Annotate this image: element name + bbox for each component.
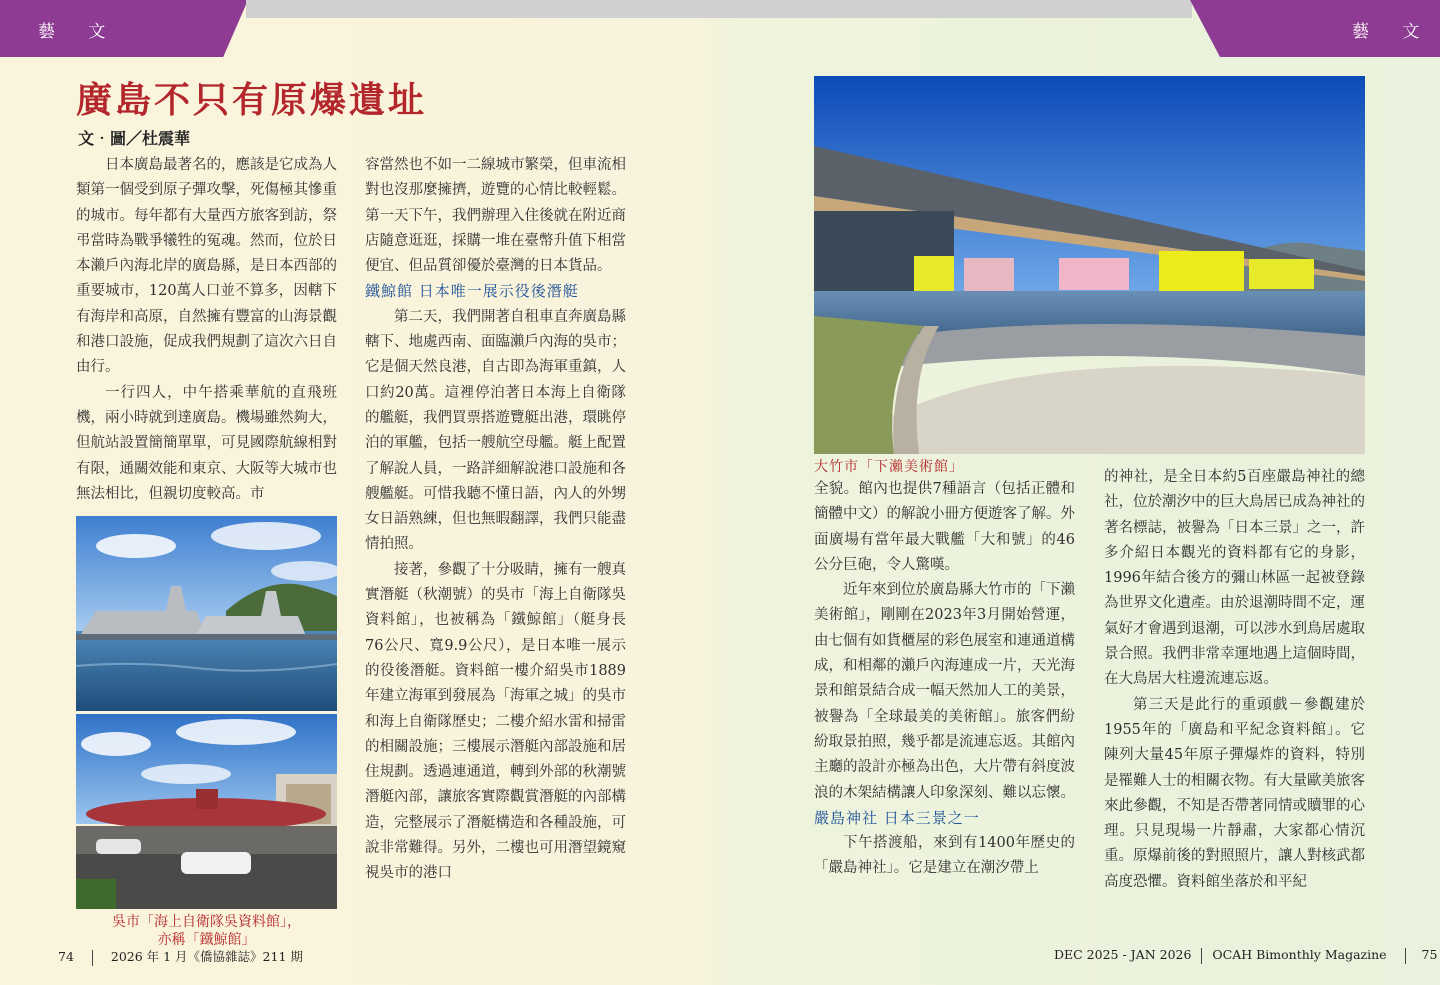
column-2 [365, 153, 626, 887]
section-subheading-whale-museum: 鐵鯨館 日本唯一展示役後潛艇 [365, 282, 579, 301]
section-label-left: 藝 文 [38, 22, 120, 42]
footer-issue: 2026 年 1 月《僑協雜誌》211 期 [110, 949, 303, 964]
footer-left [58, 947, 303, 966]
column-3 [814, 477, 1075, 882]
submarine-museum-photo [76, 714, 337, 909]
paragraph: 第三天是此行的重頭戲－參觀建於1955年的「廣島和平紀念資料館」。它陳列大量45年原子彈爆炸的資料，特別是罹難人士的相關衣物。有大量歐美旅客來此參觀，不知是否帶著同情或贖罪的心理。只見現場一片靜肅，大家都心情沉重。原爆前後的對照照片，讓人對核武都高度恐懼。資料館坐落於和平紀 [1104, 696, 1365, 890]
page-number-right: 75 [1421, 947, 1438, 962]
footer-divider [1201, 948, 1202, 964]
caption-line: 亦稱「鐵鯨館」 [157, 932, 256, 948]
left-photo-caption [76, 913, 337, 949]
paragraph: 全貌。館內也提供7種語言（包括正體和簡體中文）的解說小冊方便遊客了解。外面廣場有當年最大戰艦「大和號」的46公分巨砲，令人驚嘆。 [814, 481, 1075, 573]
right-photo-caption: 大竹市「下瀨美術館」 [814, 459, 964, 475]
caption-line: 吳市「海上自衛隊吳資料館」， [112, 914, 301, 930]
column-1 [76, 153, 337, 507]
art-museum-photo [814, 76, 1365, 454]
paragraph: 日本廣島最著名的，應該是它成為人類第一個受到原子彈攻擊，死傷極其慘重的城市。每年都有大量西方旅客到訪，祭弔當時為戰爭犧牲的冤魂。然而，位於日本瀨戶內海北岸的廣島縣，是日本西部的重要城市，120萬人口並不算多，因轄下有海岸和高原，自然擁有豐富的山海景觀和港口設施，促成我們規劃了這次六日自由行。 [76, 157, 337, 376]
footer-divider [1405, 948, 1406, 964]
paragraph: 容當然也不如一二線城市繁榮，但車流相對也沒那麼擁擠，遊覽的心情比較輕鬆。第一天下午，我們辦理入住後就在附近商店隨意逛逛，採購一堆在臺幣升值下相當便宜、但品質卻優於臺灣的日本貨品。 [365, 157, 626, 275]
paragraph: 第二天，我們開著自租車直奔廣島縣轄下、地處西南、面臨瀨戶內海的吳市；它是個天然良港，自古即為海軍重鎮，人口約20萬。這裡停泊著日本海上自衛隊的艦艇，我們買票搭遊覽艇出港，環眺停泊的軍艦，包括一艘航空母艦。艇上配置了解說人員，一路詳細解說港口設施和各艘艦艇。可惜我聽不懂日語，內人的外甥女日語熟練，但也無暇翻譯，我們只能盡情拍照。 [365, 308, 626, 553]
footer-date: DEC 2025 - JAN 2026 [1054, 947, 1192, 962]
section-label-right: 藝 文 [1352, 22, 1434, 42]
paragraph: 下午搭渡船，來到有1400年歷史的「嚴島神社」。它是建立在潮汐帶上 [814, 835, 1075, 877]
warships-photo [76, 516, 337, 711]
footer-divider [92, 950, 93, 966]
page-number-left: 74 [58, 949, 74, 964]
header-gray-bar [246, 0, 1192, 18]
footer-right [1054, 947, 1437, 964]
article-title: 廣島不只有原爆遺址 [76, 79, 428, 121]
article-byline: 文‧圖／杜震華 [78, 129, 191, 148]
column-4 [1104, 465, 1365, 895]
paragraph: 一行四人，中午搭乘華航的直飛班機，兩小時就到達廣島。機場雖然夠大，但航站設置簡簡單單，可見國際航線相對有限，通關效能和東京、大阪等大城市也無法相比，但親切度較高。市 [76, 384, 337, 502]
paragraph: 近年來到位於廣島縣大竹市的「下瀨美術館」，剛剛在2023年3月開始營運，由七個有如貨櫃屋的彩色展室和連通道構成，和相鄰的瀨戶內海連成一片，天光海景和館景結合成一幅天然加人工的美景，被譽為「全球最美的美術館」。旅客們紛紛取景拍照，幾乎都是流連忘返。其館內主廳的設計亦極為出色，大片帶有斜度波浪的木架結構讓人印象深刻、難以忘懷。 [814, 582, 1075, 801]
section-subheading-itsukushima: 嚴島神社 日本三景之一 [814, 808, 980, 827]
paragraph: 接著，參觀了十分吸睛，擁有一艘真實潛艇（秋潮號）的吳市「海上自衛隊吳資料館」，也被稱為「鐵鯨館」（艇身長76公尺、寬9.9公尺），是日本唯一展示的役後潛艇。資料館一樓介紹吳市1889年建立海軍到發展為「海軍之城」的吳市和海上自衛隊歷史；二樓介紹水雷和掃雷的相關設施；三樓展示潛艇內部設施和居住規劃。透過連通道，轉到外部的秋潮號潛艇內部，讓旅客實際觀賞潛艇的內部構造，完整展示了潛艇構造和各種設施，可說非常難得。另外，二樓也可用潛望鏡窺視吳市的港口 [365, 561, 626, 882]
paragraph: 的神社，是全日本約5百座嚴島神社的總社，位於潮汐中的巨大鳥居已成為神社的著名標誌，被譽為「日本三景」之一，許多介紹日本觀光的資料都有它的身影，1996年結合後方的彌山林區一起被登錄為世界文化遺產。由於退潮時間不定，運氣好才會遇到退潮，可以涉水到鳥居處取景合照。我們非常幸運地遇上這個時間，在大鳥居大柱邊流連忘返。 [1104, 469, 1365, 688]
footer-magazine: OCAH Bimonthly Magazine [1212, 947, 1387, 962]
